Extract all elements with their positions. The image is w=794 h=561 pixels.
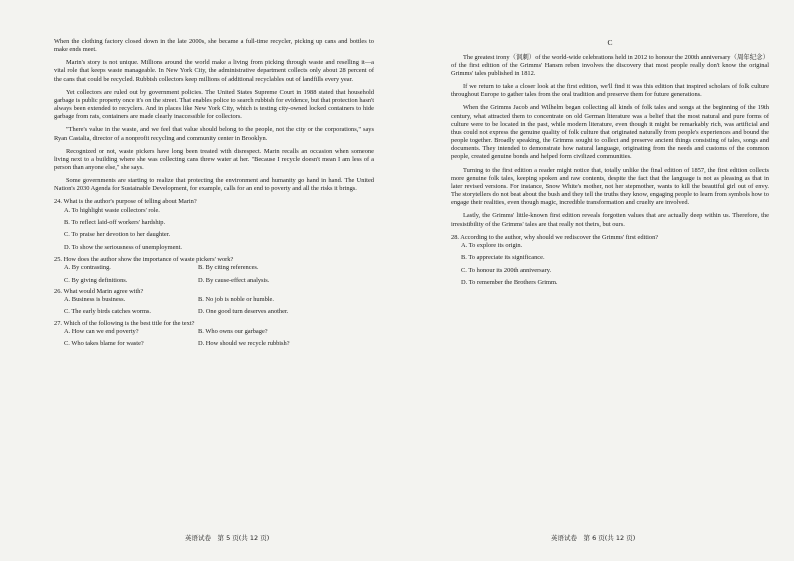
option-a: A. Business is business. xyxy=(64,295,126,303)
question-stem: 27. Which of the following is the best title for the text? xyxy=(54,319,195,327)
option-a: A. By contrasting. xyxy=(64,264,111,272)
question-stem: 28. According to the author, why should we rediscover the Grimms' first edition? xyxy=(451,233,659,241)
passage-paragraph: The greatest irony（讽刺）of the world-wide celebrations held in 2012 to honour the 200th anniversary（周年纪念）of the first edition of the Grimms' Hansm reben involves the discovery that most people really don't know the original Grimms' tales published in 1812. xyxy=(451,53,769,77)
option-d: D. One good turn deserves another. xyxy=(198,308,289,316)
section-heading: C xyxy=(607,38,613,47)
passage-paragraph: Turning to the first edition a reader might notice that, totally unlike the final edition of 1857, the first edition collects more genuine folk tales, keeping spoken and raw contents, despite the fact that the language is not as pleasing as that in later revised versions. For instance, Snow White's mother, not her stepmother, wants to kill the beautiful girl out of envy. The storytellers do not beat about the bush and they tell the truths they know, engaging people to learn from symbols how to engage their realities, even though magic, incredible transformation and cruelty are involved. xyxy=(451,166,769,207)
question-options xyxy=(64,328,374,349)
passage-paragraph: Marin's story is not unique. Millions around the world make a living from picking through waste and reselling it—a vital role that keeps waste manageable. In New York City, the administrative department collects only about 28 percent of the cans that could be recycled. Rubbish collectors keep millions of additional recyclables out of landfills every year. xyxy=(54,59,374,83)
option-d: D. To show the seriousness of unemployment. xyxy=(64,243,183,251)
question-stem: 25. How does the author show the importance of waste pickers' work? xyxy=(54,256,234,264)
question-28 xyxy=(451,234,769,288)
question-options xyxy=(64,264,374,285)
option-b: B. To appreciate its significance. xyxy=(461,254,545,262)
question-options xyxy=(451,242,769,287)
passage-paragraph: Recognized or not, waste pickers have long been treated with disrespect. Marin recalls an occasion when someone living next to a building where she was collecting cans threw water at her. "Because I recycle doesn't mean I am less of a person than anyone else," she says. xyxy=(54,147,374,171)
option-a: A. How can we end poverty? xyxy=(64,327,139,335)
passage-paragraph: Yet collectors are ruled out by government policies. The United States Supreme Court in 1988 stated that household garbage is public property once it's on the street. That enables police to search rubbish for evidence, but that protection hasn't always been extended to recyclers. And in places like New York City, which is testing city-owned locked containers to hide garbage from rats, containers are made clearly inaccessible for collectors. xyxy=(54,88,374,121)
option-c: C. To praise her devotion to her daughter. xyxy=(64,231,171,239)
option-b: B. By citing references. xyxy=(198,264,259,272)
passage-paragraph: "There's value in the waste, and we feel that value should belong to the people, not the city or the corporations," says Ryan Castalia, director of a nonprofit recycling and community center in Brooklyn. xyxy=(54,126,374,142)
passage-paragraph: If we return to take a closer look at the first edition, we'll find it was this edition that inspired scholars of folk culture throughout Europe to gather tales from the oral tradition and preserve them for future generations. xyxy=(451,83,769,99)
passage-paragraph: Some governments are starting to realize that protecting the environment and humanity go hand in hand. The United Nation's 2030 Agenda for Sustainable Development, for example, calls for an end to poverty and all the risks it brings. xyxy=(54,177,374,193)
option-c: C. To honour its 200th anniversary. xyxy=(461,266,552,274)
option-a: A. To explore its origin. xyxy=(461,241,523,249)
option-d: D. To remember the Brothers Grimm. xyxy=(461,278,558,286)
option-d: D. How should we recycle rubbish? xyxy=(198,340,290,348)
question-24 xyxy=(54,198,374,252)
passage-paragraph: When the Grimms Jacob and Wilhelm began collecting all kinds of folk tales and songs at the beginning of the 19th century, what attracted them to concentrate on old German literature was a belief that the most natural and pure forms of culture were to be located in the past, while modern literature, even though it might be remarkably rich, was artificial and thus could not express the genuine quality of folk culture that originated naturally from people's experiences and bound the people together. Broadly speaking, the Grimms sought to collect and preserve ancient things consisting of tales, songs and documents. They intended to demonstrate how natural language, originating from the needs and customs of the common people, created genuine bonds and helped form civilized communities. xyxy=(451,104,769,161)
passage-paragraph: When the clothing factory closed down in the late 2000s, she became a full-time recycler, picking up cans and bottles to make ends meet. xyxy=(54,38,374,54)
question-stem: 26. What would Marin agree with? xyxy=(54,287,144,295)
question-options xyxy=(54,207,374,252)
option-b: B. No job is noble or humble. xyxy=(198,295,274,303)
right-page xyxy=(451,38,769,291)
option-a: A. To highlight waste collectors' role. xyxy=(64,206,160,214)
question-options xyxy=(64,296,374,317)
question-25 xyxy=(54,256,374,285)
option-c: C. Who takes blame for waste? xyxy=(64,340,144,348)
option-b: B. Who owns our garbage? xyxy=(198,327,268,335)
option-d: D. By cause-effect analysis. xyxy=(198,276,270,284)
option-c: C. By giving definitions. xyxy=(64,276,128,284)
option-c: C. The early birds catches worms. xyxy=(64,308,152,316)
page-footer-left: 英语试卷 第 5 页(共 12 页) xyxy=(185,534,270,542)
question-stem: 24. What is the author's purpose of telling about Marin? xyxy=(54,198,197,206)
question-26 xyxy=(54,288,374,317)
left-page xyxy=(54,38,374,351)
question-27 xyxy=(54,320,374,349)
page-footer-right: 英语试卷 第 6 页(共 12 页) xyxy=(551,534,636,542)
option-b: B. To reflect laid-off workers' hardship. xyxy=(64,218,166,226)
passage-paragraph: Lastly, the Grimms' little-known first edition reveals forgotten values that are actually deep within us. Therefore, the irresistibility of the Grimms' tales are that really not theirs, but ours. xyxy=(451,212,769,228)
